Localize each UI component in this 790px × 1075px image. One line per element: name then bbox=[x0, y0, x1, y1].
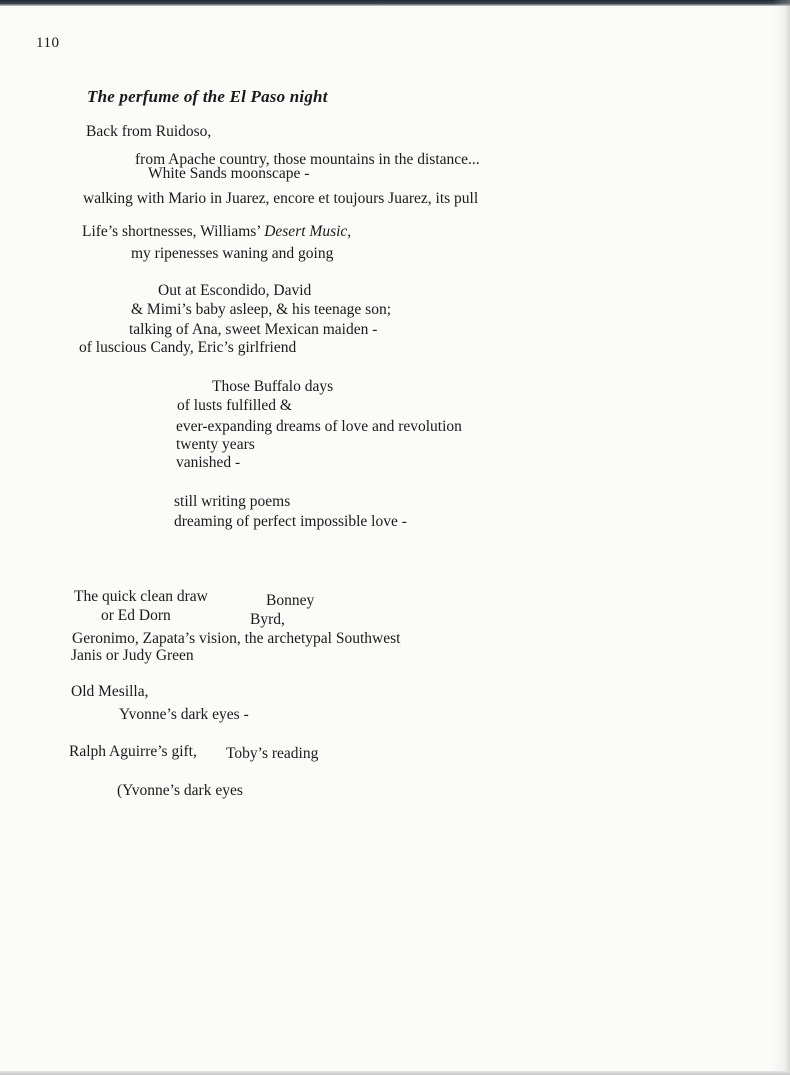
poem-line: vanished - bbox=[176, 454, 241, 471]
poem-line: from Apache country, those mountains in the distance... bbox=[135, 151, 480, 168]
poem-text: Life’s shortnesses, Williams’ bbox=[82, 223, 265, 240]
poem-line: & Mimi’s baby asleep, & his teenage son; bbox=[131, 301, 392, 318]
poem-line: dreaming of perfect impossible love - bbox=[174, 513, 407, 530]
poem-line: walking with Mario in Juarez, encore et toujours Juarez, its pull bbox=[83, 190, 479, 207]
poem-line: Janis or Judy Green bbox=[71, 647, 194, 664]
poem-line: twenty years bbox=[176, 436, 255, 453]
page-bottom-edge bbox=[0, 1071, 790, 1075]
poem-line: Back from Ruidoso, bbox=[86, 123, 212, 140]
poem-line: Byrd, bbox=[250, 611, 285, 628]
book-title: Desert Music bbox=[264, 223, 348, 240]
poem-line: still writing poems bbox=[174, 493, 291, 510]
poem-line: The quick clean draw bbox=[74, 588, 208, 605]
poem-line: Those Buffalo days bbox=[212, 378, 334, 395]
poem-line: Bonney bbox=[266, 592, 315, 609]
poem-line: (Yvonne’s dark eyes bbox=[117, 782, 243, 799]
poem-line bbox=[82, 224, 351, 240]
poem-line: my ripenesses waning and going bbox=[131, 245, 334, 262]
page-top-edge bbox=[0, 0, 790, 6]
poem-line: of luscious Candy, Eric’s girlfriend bbox=[79, 339, 297, 356]
poem-text: , bbox=[347, 223, 352, 240]
page-number: 110 bbox=[36, 35, 60, 51]
poem-line: Old Mesilla, bbox=[71, 683, 149, 700]
poem-line: Toby’s reading bbox=[226, 745, 319, 762]
poem-title: The perfume of the El Paso night bbox=[87, 87, 328, 106]
poem-line: White Sands moonscape - bbox=[148, 165, 310, 182]
page-gutter-shadow bbox=[772, 0, 790, 1075]
poem-line: talking of Ana, sweet Mexican maiden - bbox=[129, 321, 378, 338]
poem-line: Geronimo, Zapata’s vision, the archetypal Southwest bbox=[72, 630, 401, 647]
poem-line: or Ed Dorn bbox=[101, 607, 171, 624]
poem-line: Ralph Aguirre’s gift, bbox=[69, 743, 197, 760]
poem-line: of lusts fulfilled & bbox=[177, 397, 292, 414]
poem-line: ever-expanding dreams of love and revolution bbox=[176, 418, 462, 435]
poem-line: Yvonne’s dark eyes - bbox=[119, 706, 249, 723]
poem-line: Out at Escondido, David bbox=[158, 282, 312, 299]
